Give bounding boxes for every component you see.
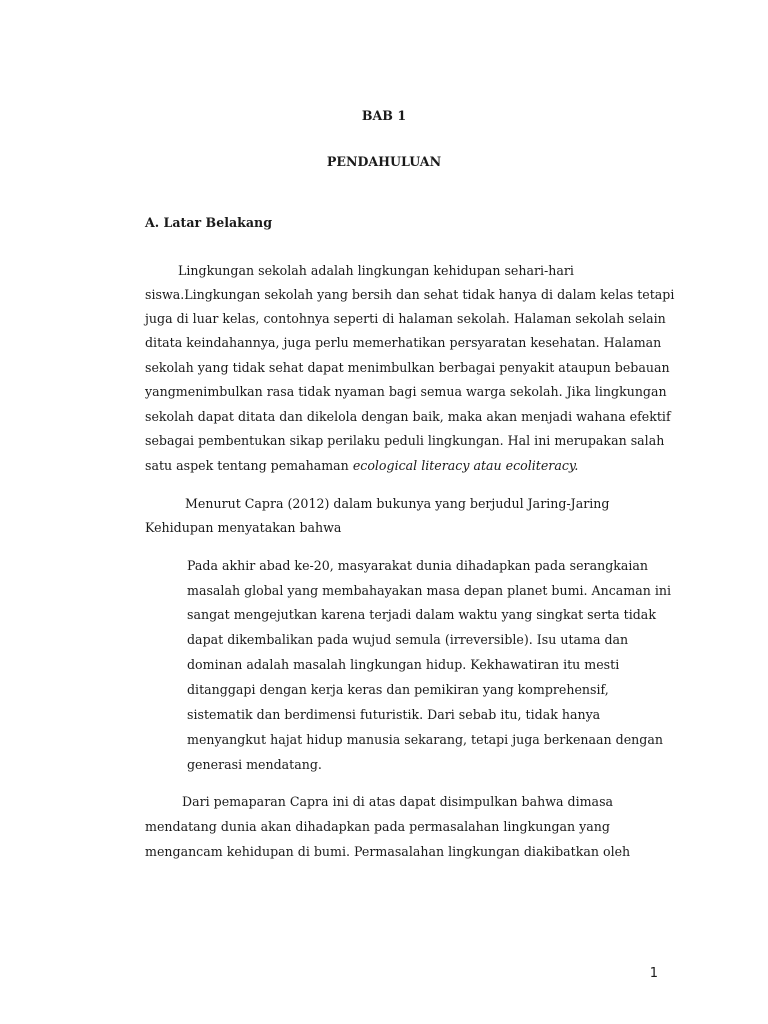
paragraph-text: satu aspek tentang pemahaman <box>145 458 349 473</box>
paragraph-line <box>145 458 578 474</box>
paragraph-line: Dari pemaparan Capra ini di atas dapat disimpulkan bahwa dimasa <box>182 794 614 809</box>
paragraph-line: Lingkungan sekolah adalah lingkungan kehidupan sehari-hari <box>178 263 574 278</box>
paragraph-line: sekolah dapat ditata dan dikelola dengan baik, maka akan menjadi wahana efektif <box>145 409 671 424</box>
paragraph-line: juga di luar kelas, contohnya seperti di halaman sekolah. Halaman sekolah selain <box>145 311 666 326</box>
quote-line: dapat dikembalikan pada wujud semula (irreversible). Isu utama dan <box>187 632 629 647</box>
section-heading: A. Latar Belakang <box>145 215 273 230</box>
paragraph-line: sebagai pembentukan sikap perilaku peduli lingkungan. Hal ini merupakan salah <box>145 433 665 448</box>
paragraph-line: mendatang dunia akan dihadapkan pada permasalahan lingkungan yang <box>145 819 610 834</box>
quote-line: ditanggapi dengan kerja keras dan pemikiran yang komprehensif, <box>187 682 609 697</box>
quote-line: masalah global yang membahayakan masa depan planet bumi. Ancaman ini <box>187 583 672 598</box>
chapter-title: PENDAHULUAN <box>326 154 442 169</box>
paragraph-line: yangmenimbulkan rasa tidak nyaman bagi semua warga sekolah. Jika lingkungan <box>145 384 667 399</box>
quote-line: dominan adalah masalah lingkungan hidup. Kekhawatiran itu mesti <box>187 657 620 672</box>
paragraph-line: ditata keindahannya, juga perlu memerhatikan persyaratan kesehatan. Halaman <box>145 335 662 350</box>
quote-line: sistematik dan berdimensi futuristik. Dari sebab itu, tidak hanya <box>187 707 601 722</box>
chapter-number: BAB 1 <box>361 108 407 123</box>
paragraph-line: siswa.Lingkungan sekolah yang bersih dan sehat tidak hanya di dalam kelas tetapi <box>145 287 675 302</box>
paragraph-line: sekolah yang tidak sehat dapat menimbulkan berbagai penyakit ataupun bebauan <box>145 360 670 375</box>
quote-line: generasi mendatang. <box>187 757 322 772</box>
paragraph-line: Kehidupan menyatakan bahwa <box>145 520 342 535</box>
quote-line: Pada akhir abad ke-20, masyarakat dunia dihadapkan pada serangkaian <box>187 558 649 573</box>
term-italic: ecological literacy atau ecoliteracy. <box>352 458 579 473</box>
paragraph-line: mengancam kehidupan di bumi. Permasalahan lingkungan diakibatkan oleh <box>145 844 631 859</box>
quote-line: sangat mengejutkan karena terjadi dalam waktu yang singkat serta tidak <box>187 607 656 622</box>
page-number: 1 <box>649 966 658 981</box>
quote-line: menyangkut hajat hidup manusia sekarang, tetapi juga berkenaan dengan <box>187 732 663 747</box>
paragraph-line: Menurut Capra (2012) dalam bukunya yang berjudul Jaring-Jaring <box>185 496 610 511</box>
